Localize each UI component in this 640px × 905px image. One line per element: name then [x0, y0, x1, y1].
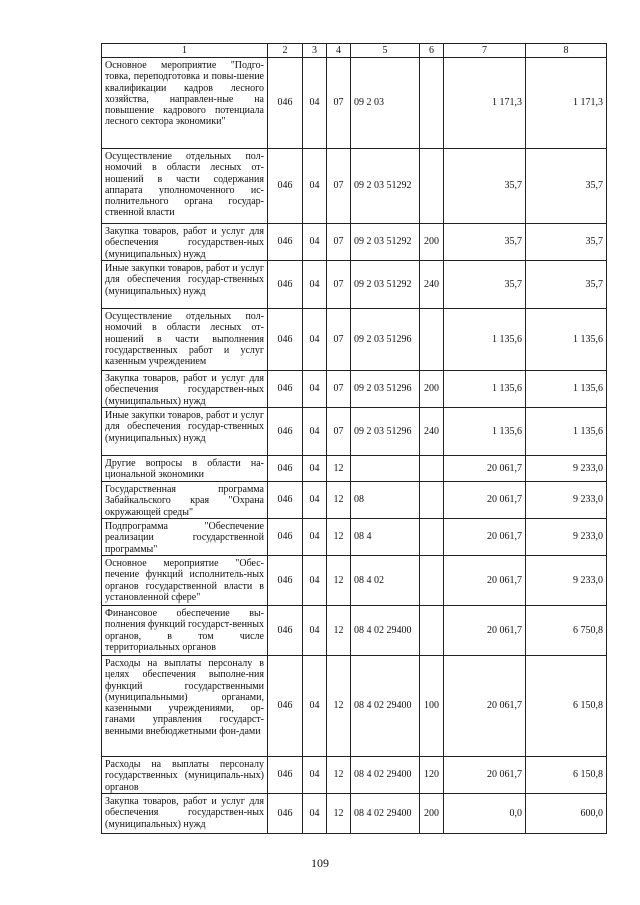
cell-ministry: 046	[268, 519, 303, 556]
cell-amount-1: 0,0	[444, 794, 526, 834]
table-row	[102, 408, 607, 456]
cell-target-article: 08 4 02 29400	[351, 656, 420, 757]
table-row	[102, 149, 607, 224]
cell-name: Другие вопросы в области на-циональной экономики	[102, 456, 268, 482]
cell-amount-2: 1 135,6	[526, 309, 607, 371]
header-cell-amount-1: 7	[444, 44, 526, 58]
table-body	[102, 44, 607, 834]
cell-amount-1: 20 061,7	[444, 606, 526, 656]
cell-target-article	[351, 456, 420, 482]
cell-target-article: 09 2 03 51296	[351, 408, 420, 456]
table-row	[102, 556, 607, 606]
cell-expense-type	[420, 149, 444, 224]
cell-expense-type	[420, 519, 444, 556]
cell-amount-1: 35,7	[444, 149, 526, 224]
cell-section: 04	[303, 556, 327, 606]
cell-subsection: 12	[327, 482, 351, 519]
cell-section: 04	[303, 224, 327, 261]
cell-name: Иные закупки товаров, работ и услуг для обеспечения государ-ственных (муниципальных) нужд	[102, 408, 268, 456]
table-row	[102, 482, 607, 519]
cell-amount-1: 35,7	[444, 224, 526, 261]
cell-amount-1: 1 135,6	[444, 309, 526, 371]
cell-name: Основное мероприятие "Обес-печение функций исполнитель-ных органов государственной власти в установленной сфере"	[102, 556, 268, 606]
cell-amount-2: 9 233,0	[526, 519, 607, 556]
cell-ministry: 046	[268, 149, 303, 224]
cell-expense-type: 100	[420, 656, 444, 757]
cell-amount-1: 1 171,3	[444, 58, 526, 149]
cell-expense-type: 200	[420, 371, 444, 408]
cell-amount-2: 1 171,3	[526, 58, 607, 149]
cell-subsection: 07	[327, 224, 351, 261]
cell-amount-2: 6 150,8	[526, 656, 607, 757]
cell-section: 04	[303, 408, 327, 456]
budget-table	[101, 43, 607, 834]
cell-ministry: 046	[268, 606, 303, 656]
header-cell-name: 1	[102, 44, 268, 58]
cell-subsection: 07	[327, 371, 351, 408]
cell-name: Расходы на выплаты персоналу государственных (муниципаль-ных) органов	[102, 757, 268, 794]
header-cell-target-article: 5	[351, 44, 420, 58]
table-row	[102, 519, 607, 556]
cell-ministry: 046	[268, 58, 303, 149]
cell-name: Закупка товаров, работ и услуг для обеспечения государствен-ных (муниципальных) нужд	[102, 371, 268, 408]
cell-target-article: 09 2 03 51292	[351, 149, 420, 224]
cell-section: 04	[303, 58, 327, 149]
cell-name: Подпрограмма "Обеспечение реализации государственной программы"	[102, 519, 268, 556]
cell-expense-type: 120	[420, 757, 444, 794]
cell-amount-1: 20 061,7	[444, 656, 526, 757]
cell-amount-2: 35,7	[526, 149, 607, 224]
cell-amount-1: 20 061,7	[444, 482, 526, 519]
cell-name: Закупка товаров, работ и услуг для обеспечения государствен-ных (муниципальных) нужд	[102, 794, 268, 834]
table-row	[102, 58, 607, 149]
cell-subsection: 07	[327, 149, 351, 224]
cell-ministry: 046	[268, 482, 303, 519]
cell-subsection: 07	[327, 58, 351, 149]
cell-expense-type	[420, 309, 444, 371]
cell-subsection: 12	[327, 519, 351, 556]
cell-expense-type	[420, 58, 444, 149]
header-cell-subsection: 4	[327, 44, 351, 58]
cell-expense-type	[420, 482, 444, 519]
cell-section: 04	[303, 519, 327, 556]
cell-section: 04	[303, 606, 327, 656]
cell-expense-type	[420, 606, 444, 656]
cell-amount-2: 6 750,8	[526, 606, 607, 656]
table-row	[102, 794, 607, 834]
header-cell-expense-type: 6	[420, 44, 444, 58]
cell-section: 04	[303, 456, 327, 482]
cell-section: 04	[303, 261, 327, 309]
cell-amount-1: 20 061,7	[444, 757, 526, 794]
cell-ministry: 046	[268, 656, 303, 757]
cell-subsection: 07	[327, 261, 351, 309]
cell-ministry: 046	[268, 371, 303, 408]
cell-target-article: 09 2 03 51292	[351, 261, 420, 309]
cell-target-article: 08 4 02	[351, 556, 420, 606]
cell-amount-2: 9 233,0	[526, 482, 607, 519]
cell-expense-type: 200	[420, 794, 444, 834]
cell-amount-1: 1 135,6	[444, 408, 526, 456]
cell-subsection: 12	[327, 757, 351, 794]
cell-amount-2: 9 233,0	[526, 556, 607, 606]
cell-subsection: 12	[327, 456, 351, 482]
cell-section: 04	[303, 371, 327, 408]
cell-subsection: 12	[327, 794, 351, 834]
cell-ministry: 046	[268, 261, 303, 309]
cell-name: Иные закупки товаров, работ и услуг для обеспечения государ-ственных (муниципальных) нужд	[102, 261, 268, 309]
cell-subsection: 12	[327, 656, 351, 757]
cell-subsection: 12	[327, 556, 351, 606]
table-row	[102, 606, 607, 656]
cell-amount-1: 20 061,7	[444, 456, 526, 482]
cell-section: 04	[303, 482, 327, 519]
header-cell-ministry: 2	[268, 44, 303, 58]
cell-expense-type: 200	[420, 224, 444, 261]
cell-amount-1: 35,7	[444, 261, 526, 309]
cell-section: 04	[303, 149, 327, 224]
cell-name: Основное мероприятие "Подго-товка, переподготовка и повы-шение квалификации кадров лесного хозяйства, направлен-ные на повышение кадрового потенциала лесного сектора экономики"	[102, 58, 268, 149]
cell-ministry: 046	[268, 556, 303, 606]
table-row	[102, 656, 607, 757]
cell-ministry: 046	[268, 794, 303, 834]
cell-amount-1: 20 061,7	[444, 556, 526, 606]
cell-section: 04	[303, 309, 327, 371]
table-row	[102, 456, 607, 482]
cell-target-article: 09 2 03 51296	[351, 371, 420, 408]
cell-target-article: 08 4 02 29400	[351, 794, 420, 834]
cell-section: 04	[303, 794, 327, 834]
cell-amount-1: 1 135,6	[444, 371, 526, 408]
cell-name: Закупка товаров, работ и услуг для обеспечения государствен-ных (муниципальных) нужд	[102, 224, 268, 261]
cell-target-article: 08	[351, 482, 420, 519]
cell-expense-type: 240	[420, 261, 444, 309]
table-row	[102, 261, 607, 309]
cell-subsection: 07	[327, 408, 351, 456]
cell-ministry: 046	[268, 757, 303, 794]
cell-ministry: 046	[268, 408, 303, 456]
cell-amount-1: 20 061,7	[444, 519, 526, 556]
cell-amount-2: 1 135,6	[526, 371, 607, 408]
cell-amount-2: 35,7	[526, 261, 607, 309]
page-number: 109	[311, 856, 329, 870]
cell-amount-2: 35,7	[526, 224, 607, 261]
table-row	[102, 309, 607, 371]
cell-name: Осуществление отдельных пол-номочий в области лесных от-ношений в части содержания аппарата уполномоченного ис-полнительного органа государ-ственной власти	[102, 149, 268, 224]
cell-ministry: 046	[268, 309, 303, 371]
header-cell-amount-2: 8	[526, 44, 607, 58]
cell-amount-2: 1 135,6	[526, 408, 607, 456]
cell-section: 04	[303, 656, 327, 757]
cell-expense-type: 240	[420, 408, 444, 456]
cell-ministry: 046	[268, 224, 303, 261]
cell-target-article: 09 2 03 51296	[351, 309, 420, 371]
cell-amount-2: 9 233,0	[526, 456, 607, 482]
header-row	[102, 44, 607, 58]
cell-name: Государственная программа Забайкальского края "Охрана окружающей среды"	[102, 482, 268, 519]
cell-amount-2: 6 150,8	[526, 757, 607, 794]
cell-section: 04	[303, 757, 327, 794]
cell-subsection: 12	[327, 606, 351, 656]
table-row	[102, 757, 607, 794]
cell-expense-type	[420, 556, 444, 606]
cell-target-article: 08 4 02 29400	[351, 606, 420, 656]
cell-expense-type	[420, 456, 444, 482]
table-row	[102, 224, 607, 261]
cell-target-article: 08 4	[351, 519, 420, 556]
cell-name: Осуществление отдельных пол-номочий в области лесных от-ношений в части выполнения государственных работ и услуг казенным учреждением	[102, 309, 268, 371]
cell-amount-2: 600,0	[526, 794, 607, 834]
cell-target-article: 09 2 03	[351, 58, 420, 149]
cell-name: Финансовое обеспечение вы-полнения функций государст-венных органов, в том числе территориальных органов	[102, 606, 268, 656]
cell-target-article: 09 2 03 51292	[351, 224, 420, 261]
header-cell-section: 3	[303, 44, 327, 58]
cell-ministry: 046	[268, 456, 303, 482]
cell-subsection: 07	[327, 309, 351, 371]
cell-target-article: 08 4 02 29400	[351, 757, 420, 794]
cell-name: Расходы на выплаты персоналу в целях обеспечения выполне-ния функций государственными (муниципальными) органами, казенными учреждениями, ор-ганами управления государст-венными внебюджетными фон-дами	[102, 656, 268, 757]
table-row	[102, 371, 607, 408]
